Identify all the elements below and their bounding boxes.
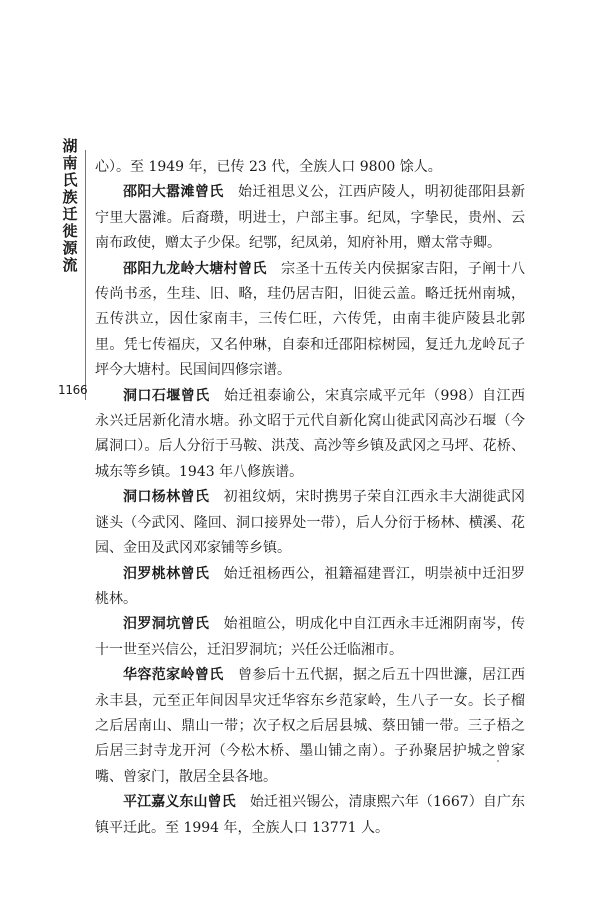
entry-paragraph	[95, 612, 525, 663]
header-char: 迁	[62, 205, 78, 223]
entry-text: 始迁祖思义公，江西庐陵人，明初徙邵阳县新宁里大嚣滩。后裔瓒，明进士，户部主事。纪凤，字挚民，贵州、云南布政使，赠太子少保。纪鄂，纪凤弟，知府补用，赠太常寺卿。	[95, 184, 525, 252]
entry-paragraph	[95, 257, 525, 384]
entry-heading: 邵阳九龙岭大塘村曾氏	[123, 260, 267, 277]
header-char: 源	[62, 239, 78, 257]
entry-heading: 洞口杨林曾氏	[123, 489, 210, 506]
continuation-paragraph: 心）。至 1949 年，已传 23 代，全族人口 9800 馀人。	[95, 159, 442, 175]
header-char: 族	[62, 188, 78, 206]
margin-rule	[85, 150, 86, 400]
entry-text: 始迁祖泰谕公，宋真宗咸平元年（998）自江西永兴迁居新化清水塘。孙文昭于元代自新化窝山徙武冈高沙石堰（今属洞口）。后人分衍于马鞍、洪茂、高沙等乡镇及武冈之马坪、花桥、城东等乡镇。1943 年八修族谱。	[95, 387, 525, 480]
entry-paragraph	[95, 663, 525, 790]
entry-paragraph	[95, 562, 525, 613]
header-char: 徙	[62, 222, 78, 240]
entry-text: 宗圣十五传关内侯据家吉阳，子阐十八传尚书丞，生珪、旧、略，珪仍居吉阳，旧徙云盖。略迁抚州南城，五传洪立，因仕家南丰，三传仁旺，六传凭，由南丰徙庐陵县北郭里。凭七传福庆，又名仲琳，自泰和迁邵阳棕树园，复迁九龙岭瓦子坪今大塘村。民国间四修宗谱。	[95, 260, 525, 379]
body-text	[95, 155, 525, 841]
entry-text: 始迁祖兴锡公，清康熙六年（1667）自广东镇平迁此。至 1994 年，全族人口 13771 人。	[95, 794, 525, 836]
entry-heading: 邵阳大嚣滩曾氏	[123, 184, 224, 201]
header-char: 流	[62, 256, 78, 274]
entry-paragraph	[95, 384, 525, 486]
entry-text: 初祖纹炳，宋时携男子荣自江西永丰大湖徙武冈谜头（今武冈、隆回、洞口接界处一带），后人分衍于杨林、横溪、花园、金田及武冈邓家铺等乡镇。	[95, 489, 526, 557]
running-header-vertical	[60, 138, 80, 274]
entry-heading: 华容范家岭曾氏	[123, 667, 224, 684]
header-char: 南	[62, 154, 78, 172]
entry-paragraph	[95, 485, 525, 561]
entry-text: 始迁祖杨西公，祖籍福建晋江，明崇祯中迁汨罗桃林。	[95, 565, 526, 607]
header-char: 湖	[62, 137, 78, 155]
entry-text: 曾参后十五代据，据之后五十四世濂，居江西永丰县，元至正年间因旱灾迁华容东乡范家岭，生八子一女。长子榴之后居南山、鼎山一带；次子权之后居县城、蔡田铺一带。三子梧之后居三封寺龙开河（今松木桥、墨山铺之南）。子孙聚居护城之曾家嘴、曾家门，散居全县各地。	[95, 667, 525, 785]
entry-text: 始祖暄公，明成化中自江西永丰迁湘阴南岑，传十一世至兴信公，迁汨罗洞坑；兴任公迁临湘市。	[95, 616, 526, 658]
entry-paragraph	[95, 180, 525, 256]
page-number: 1166	[58, 383, 88, 397]
entry-heading: 汨罗洞坑曾氏	[123, 616, 210, 633]
scan-speck	[497, 760, 499, 762]
entry-heading: 汨罗桃林曾氏	[123, 565, 210, 582]
entry-heading: 平江嘉义东山曾氏	[123, 794, 236, 811]
entry-heading: 洞口石堰曾氏	[123, 387, 210, 404]
header-char: 氏	[62, 171, 78, 189]
entry-paragraph	[95, 790, 525, 841]
